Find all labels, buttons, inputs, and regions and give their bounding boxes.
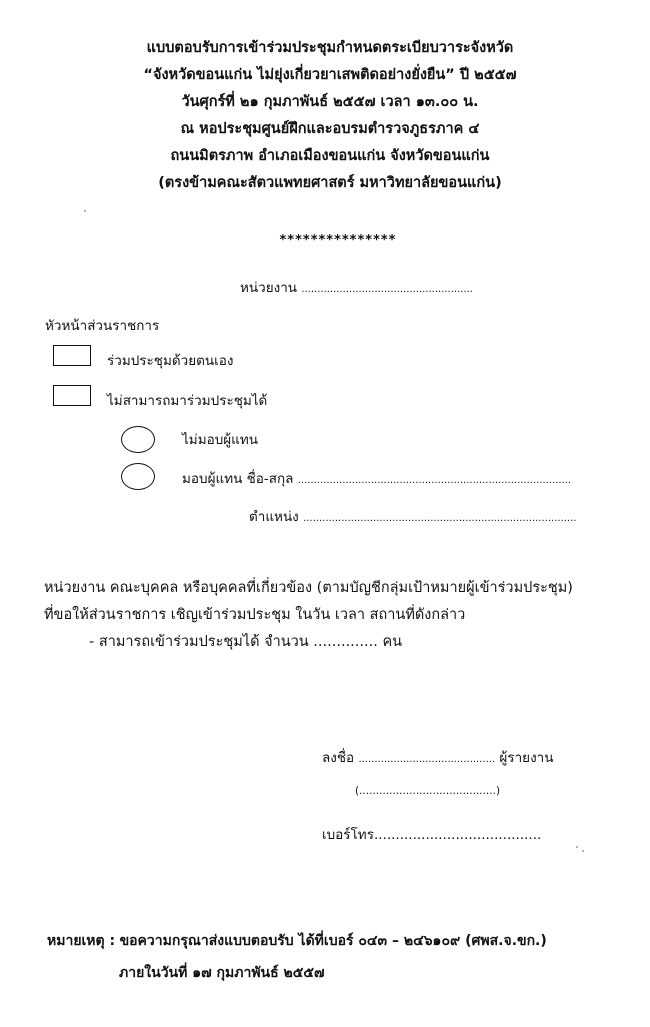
reporter-label: ผู้รายงาน [499, 750, 554, 766]
head-of-agency-label: หัวหน้าส่วนราชการ [45, 318, 160, 334]
delegate-name-label: มอบผู้แทน ชื่อ-สกุล [182, 471, 294, 487]
separator: *************** [279, 233, 397, 248]
position-line [249, 505, 576, 527]
header-title: แบบตอบรับการเข้าร่วมประชุมกำหนดตระเบียบวาระจังหวัด [146, 40, 514, 56]
agency-line [240, 276, 473, 298]
position-label: ตำแหน่ง [249, 509, 299, 525]
invite-line-1: หน่วยงาน คณะบุคคล หรือบุคคลที่เกี่ยวข้อง (ตามบัญชีกลุ่มเป้าหมายผู้เข้าร่วมประชุม) [44, 580, 573, 596]
printed-name-field[interactable]: (.........................................) [355, 785, 501, 797]
signature-field[interactable]: ........................................... [358, 754, 496, 765]
header-landmark: (ตรงข้ามคณะสัตวแพทยศาสตร์ มหาวิทยาลัยขอนแก่น) [158, 175, 502, 191]
header-venue: ณ หอประชุมศูนย์ฝึกและอบรมตำรวจภูธรภาค ๔ [180, 121, 480, 137]
attendee-count-line: - สามารถเข้าร่วมประชุมได้ จำนวน .............. คน [89, 634, 403, 650]
scan-speck [576, 846, 578, 848]
header-campaign: “จังหวัดขอนแก่น ไม่ยุ่งเกี่ยวยาเสพติดอย่างยั่งยืน” ปี ๒๕๕๗ [143, 67, 517, 83]
attend-self-label: ร่วมประชุมด้วยตนเอง [107, 353, 234, 369]
note-label: หมายเหตุ : [47, 933, 116, 949]
phone-field[interactable]: เบอร์โทร....................................... [322, 827, 542, 843]
agency-field[interactable]: ...................................................... [301, 284, 473, 295]
position-field[interactable]: ...................................................................................... [303, 513, 577, 524]
delegate-radio[interactable] [121, 463, 155, 490]
note-deadline: ภายในวันที่ ๑๗ กุมภาพันธ์ ๒๕๕๗ [119, 965, 325, 981]
header-date: วันศุกร์ที่ ๒๑ กุมภาพันธ์ ๒๕๕๗ เวลา ๑๓.๐๐ น. [181, 94, 479, 110]
no-delegate-radio[interactable] [121, 426, 155, 453]
signature-line [322, 746, 553, 768]
header-address: ถนนมิตรภาพ อำเภอเมืองขอนแก่น จังหวัดขอนแก่น [170, 148, 490, 164]
cannot-attend-label: ไม่สามารถมาร่วมประชุมได้ [107, 393, 268, 409]
note-line-1 [47, 930, 547, 952]
invite-line-2: ที่ขอให้ส่วนราชการ เชิญเข้าร่วมประชุม ในวัน เวลา สถานที่ดังกล่าว [44, 607, 466, 623]
cannot-attend-checkbox[interactable] [53, 385, 91, 406]
agency-label: หน่วยงาน [240, 280, 298, 296]
note-text: ขอความกรุณาส่งแบบตอบรับ ได้ที่เบอร์ ๐๔๓ – ๒๔๖๑๐๙ (ศพส.จ.ขก.) [119, 933, 547, 949]
scan-speck [582, 850, 584, 852]
delegate-name-field[interactable]: ...................................................................................... [297, 475, 572, 486]
signature-label: ลงชื่อ [322, 750, 355, 766]
no-delegate-label: ไม่มอบผู้แทน [182, 432, 259, 448]
scan-speck [84, 210, 86, 212]
delegate-line [182, 467, 571, 489]
attend-self-checkbox[interactable] [53, 345, 91, 366]
